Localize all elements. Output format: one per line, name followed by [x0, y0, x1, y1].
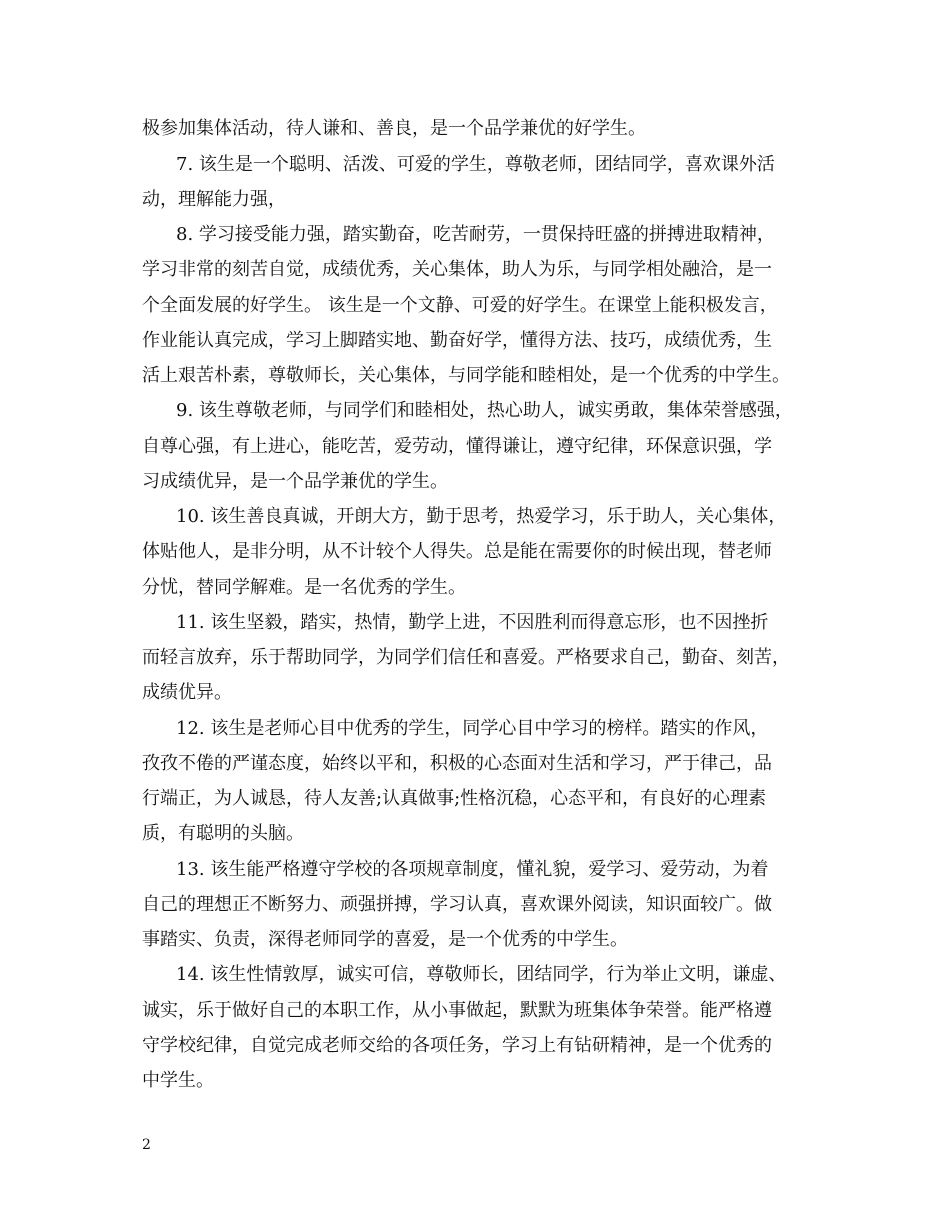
text-line: 自尊心强，有上进心，能吃苦，爱劳动，懂得谦让，遵守纪律，环保意识强，学	[142, 436, 772, 457]
text-line: 诚实，乐于做好自己的本职工作，从小事做起，默默为班集体争荣誉。能严格遵	[142, 1000, 772, 1021]
text-line: 孜孜不倦的严谨态度，始终以平和，积极的心态面对生活和学习，严于律己，品	[142, 753, 772, 774]
text-line: 行端正，为人诚恳，待人友善;认真做事;性格沉稳，心态平和，有良好的心理素	[142, 788, 767, 809]
text-line: 作业能认真完成，学习上脚踏实地、勤奋好学，懂得方法、技巧，成绩优秀，生	[142, 330, 772, 351]
text-line: 自己的理想正不断努力、顽强拼搏，学习认真，喜欢课外阅读，知识面较广。做	[142, 894, 772, 915]
text-line: 事踏实、负责，深得老师同学的喜爱，是一个优秀的中学生。	[142, 929, 628, 950]
text-line: 12. 该生是老师心目中优秀的学生，同学心目中学习的榜样。踏实的作风，	[176, 718, 769, 739]
text-line: 13. 该生能严格遵守学校的各项规章制度，懂礼貌，爱学习、爱劳动，为着	[176, 859, 769, 880]
text-line: 极参加集体活动，待人谦和、善良，是一个品学兼优的好学生。	[142, 118, 646, 139]
text-line: 质，有聪明的头脑。	[142, 823, 304, 844]
text-line: 9. 该生尊敬老师，与同学们和睦相处，热心助人，诚实勇敢，集体荣誉感强，	[176, 400, 793, 421]
text-line: 14. 该生性情敦厚，诚实可信，尊敬师长，团结同学，行为举止文明，谦虚、	[176, 964, 787, 985]
page-number: 2	[142, 1137, 151, 1153]
text-line: 活上艰苦朴素，尊敬师长，关心集体，与同学能和睦相处，是一个优秀的中学生。	[142, 365, 790, 386]
text-line: 分忧，替同学解难。是一名优秀的学生。	[142, 577, 466, 598]
text-line: 体贴他人，是非分明，从不计较个人得失。总是能在需要你的时候出现，替老师	[142, 541, 772, 562]
text-line: 学习非常的刻苦自觉，成绩优秀，关心集体，助人为乐，与同学相处融洽，是一	[142, 259, 772, 280]
text-line: 守学校纪律，自觉完成老师交给的各项任务，学习上有钻研精神，是一个优秀的	[142, 1035, 772, 1056]
text-line: 10. 该生善良真诚，开朗大方，勤于思考，热爱学习，乐于助人，关心集体，	[176, 506, 787, 527]
text-line: 而轻言放弃，乐于帮助同学，为同学们信任和喜爱。严格要求自己，勤奋、刻苦，	[142, 647, 790, 668]
text-line: 成绩优异。	[142, 682, 232, 703]
text-line: 11. 该生坚毅，踏实，热情，勤学上进，不因胜利而得意忘形，也不因挫折	[176, 612, 769, 633]
text-line: 7. 该生是一个聪明、活泼、可爱的学生，尊敬老师，团结同学，喜欢课外活	[176, 154, 775, 175]
text-line: 习成绩优异，是一个品学兼优的学生。	[142, 471, 448, 492]
text-line: 中学生。	[142, 1070, 214, 1091]
text-line: 8. 学习接受能力强，踏实勤奋，吃苦耐劳，一贯保持旺盛的拼搏进取精神，	[176, 224, 775, 245]
text-line: 个全面发展的好学生。 该生是一个文静、可爱的好学生。在课堂上能积极发言，	[142, 295, 778, 316]
text-line: 动，理解能力强，	[142, 189, 286, 210]
